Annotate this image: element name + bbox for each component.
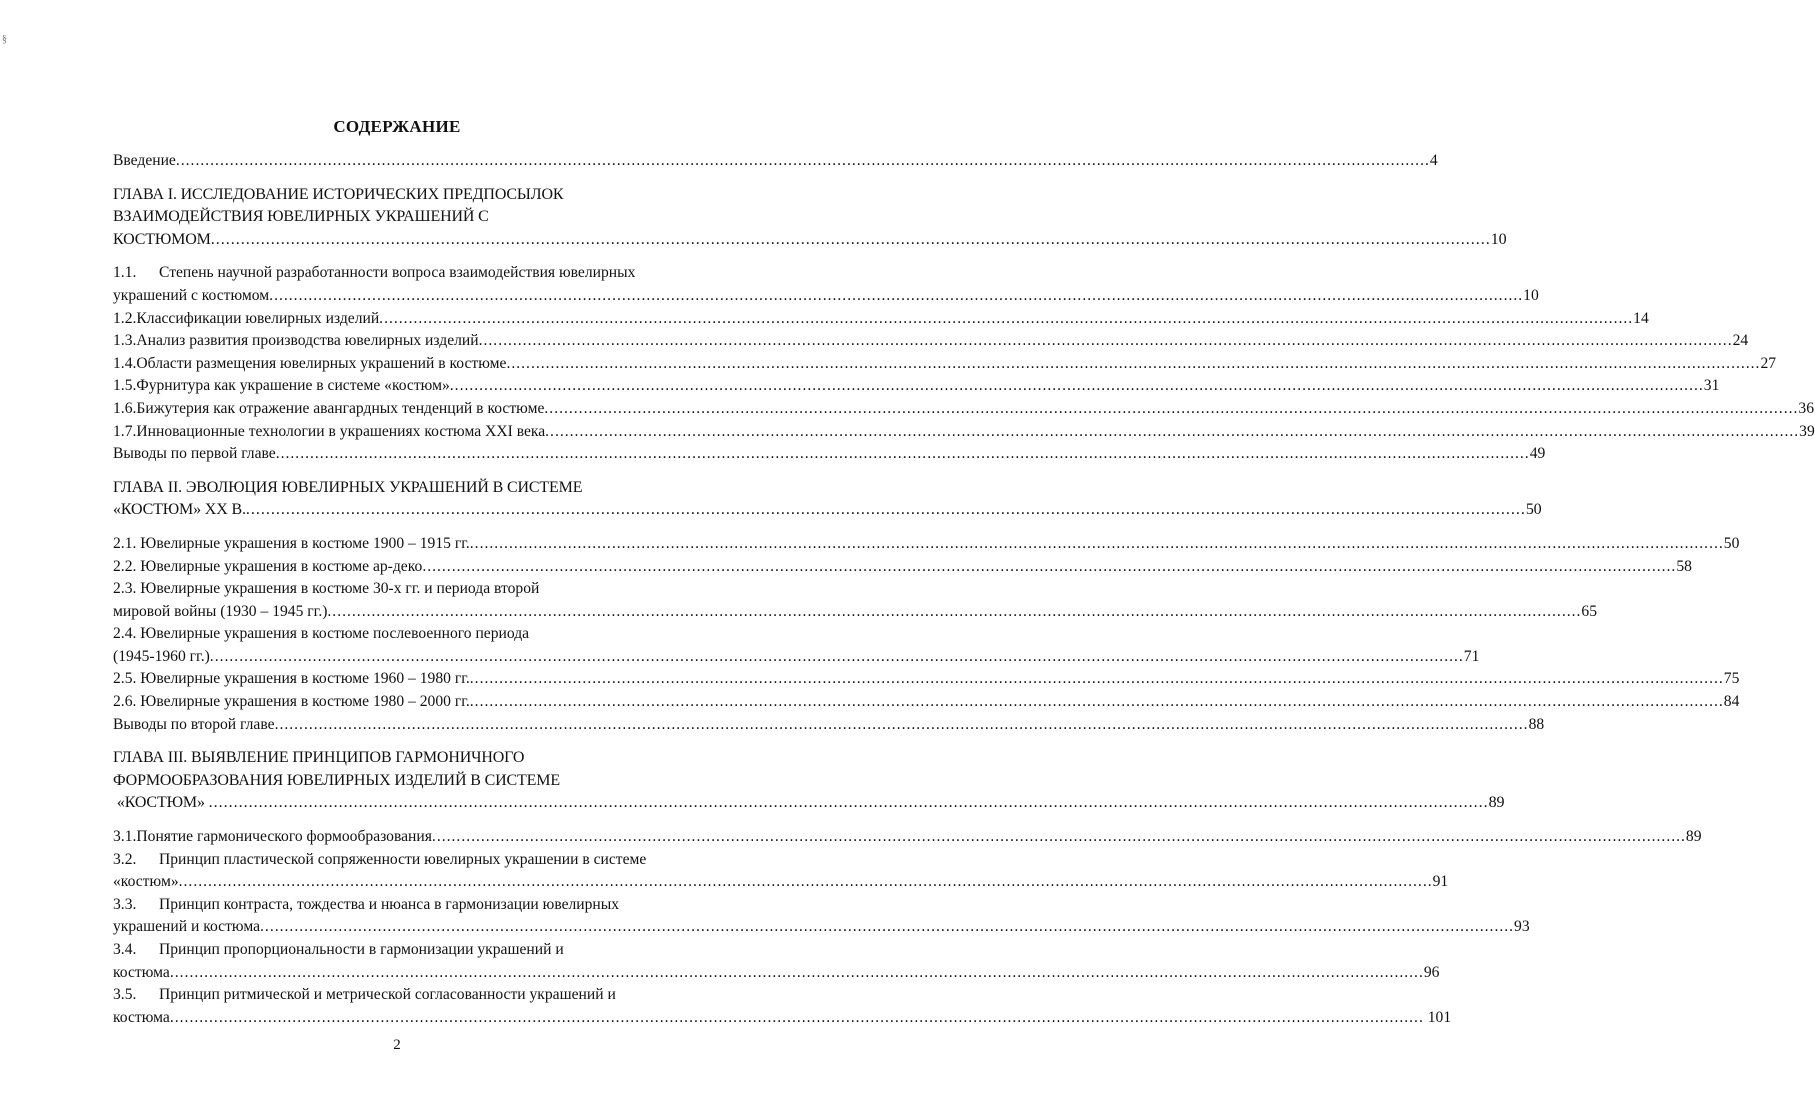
page-number: 2	[393, 1037, 401, 1053]
toc-entry-intro: Введение ..... 4	[113, 150, 765, 173]
chapter2-heading-line1: ГЛАВА II. ЭВОЛЮЦИЯ ЮВЕЛИРНЫХ УКРАШЕНИЙ В СИСТЕМЕ	[113, 478, 583, 496]
toc-entry-2-3-cont: мировой войны (1930 – 1945 гг.) ..... 65	[113, 601, 765, 624]
toc-entry-3-4-cont: костюма ..... 96	[113, 962, 765, 985]
toc-entry-3-3-cont: украшений и костюма ..... 93	[113, 916, 765, 939]
toc-entry-3-2: 3.2. Принцип пластической сопряженности ювелирных украшении в системе	[113, 850, 647, 868]
toc-entry-2-2: 2.2. Ювелирные украшения в костюме ар-деко ..... 58	[113, 556, 765, 579]
chapter1-heading-line3: КОСТЮМОМ ..... 10	[113, 229, 765, 252]
toc-entry-3-2-cont: «костюм» ..... 91	[113, 871, 765, 894]
toc-entry-3-3: 3.3. Принцип контраста, тождества и нюанса в гармонизации ювелирных	[113, 895, 620, 913]
toc-entry-1-7: 1.7. Инновационные технологии в украшениях костюма XXI века ..... 39	[113, 421, 765, 444]
toc-entry-2-6: 2.6. Ювелирные украшения в костюме 1980 – 2000 гг. ..... 84	[113, 691, 765, 714]
toc-entry-1-6: 1.6. Бижутерия как отражение авангардных тенденций в костюме ..... 36	[113, 398, 765, 421]
toc-entry-3-4: 3.4. Принцип пропорциональности в гармонизации украшений и	[113, 941, 564, 958]
toc-entry-2-5: 2.5. Ювелирные украшения в костюме 1960 – 1980 гг. ..... 75	[113, 668, 765, 691]
page-title: СОДЕРЖАНИЕ	[333, 117, 461, 136]
toc-entry-conclusion-1: Выводы по первой главе ..... 49	[113, 443, 765, 466]
toc-entry-1-1-cont: украшений с костюмом ..... 10	[113, 285, 765, 308]
toc-entry-1-4: 1.4. Области размещения ювелирных украшений в костюме ..... 27	[113, 353, 765, 376]
toc-entry-3-1: 3.1. Понятие гармонического формообразования ..... 89	[113, 826, 765, 849]
toc-entry-2-3: 2.3. Ювелирные украшения в костюме 30-х гг. и периода второй	[113, 580, 540, 598]
chapter1-heading-line1: ГЛАВА I. ИССЛЕДОВАНИЕ ИСТОРИЧЕСКИХ ПРЕДПОСЫЛОК	[113, 185, 564, 203]
chapter3-heading-line1: ГЛАВА III. ВЫЯВЛЕНИЕ ПРИНЦИПОВ ГАРМОНИЧНОГО	[113, 749, 525, 767]
toc-entry-2-4: 2.4. Ювелирные украшения в костюме послевоенного периода	[113, 625, 530, 643]
toc-entry-2-4-cont: (1945-1960 гг.) ..... 71	[113, 646, 765, 669]
toc-entry-1-2: 1.2. Классификации ювелирных изделий ..... 14	[113, 308, 765, 331]
toc-entry-3-5: 3.5. Принцип ритмической и метрической согласованности украшений и	[113, 986, 616, 1004]
chapter1-heading-line2: ВЗАИМОДЕЙСТВИЯ ЮВЕЛИРНЫХ УКРАШЕНИЙ С	[113, 208, 489, 226]
chapter2-heading-line2: «КОСТЮМ» XX В. ..... 50	[113, 499, 765, 522]
chapter3-heading-line2: ФОРМООБРАЗОВАНИЯ ЮВЕЛИРНЫХ ИЗДЕЛИЙ В СИСТЕМЕ	[113, 771, 560, 789]
toc-entry-conclusion-2: Выводы по второй главе ..... 88	[113, 714, 765, 737]
toc-entry-1-3: 1.3. Анализ развития производства ювелирных изделий ..... 24	[113, 330, 765, 353]
toc-entry-1-1: 1.1. Степень научной разработанности вопроса взаимодействия ювелирных	[113, 264, 636, 282]
toc-entry-3-5-cont: костюма ..... 101	[113, 1007, 765, 1030]
toc-entry-2-1: 2.1. Ювелирные украшения в костюме 1900 – 1915 гг. ..... 50	[113, 533, 765, 556]
margin-mark: §	[2, 34, 7, 45]
table-of-contents	[113, 150, 1815, 1029]
chapter3-heading-line3: «КОСТЮМ» ..... 89	[113, 792, 765, 815]
toc-entry-1-5: 1.5. Фурнитура как украшение в системе «костюм» ..... 31	[113, 375, 765, 398]
